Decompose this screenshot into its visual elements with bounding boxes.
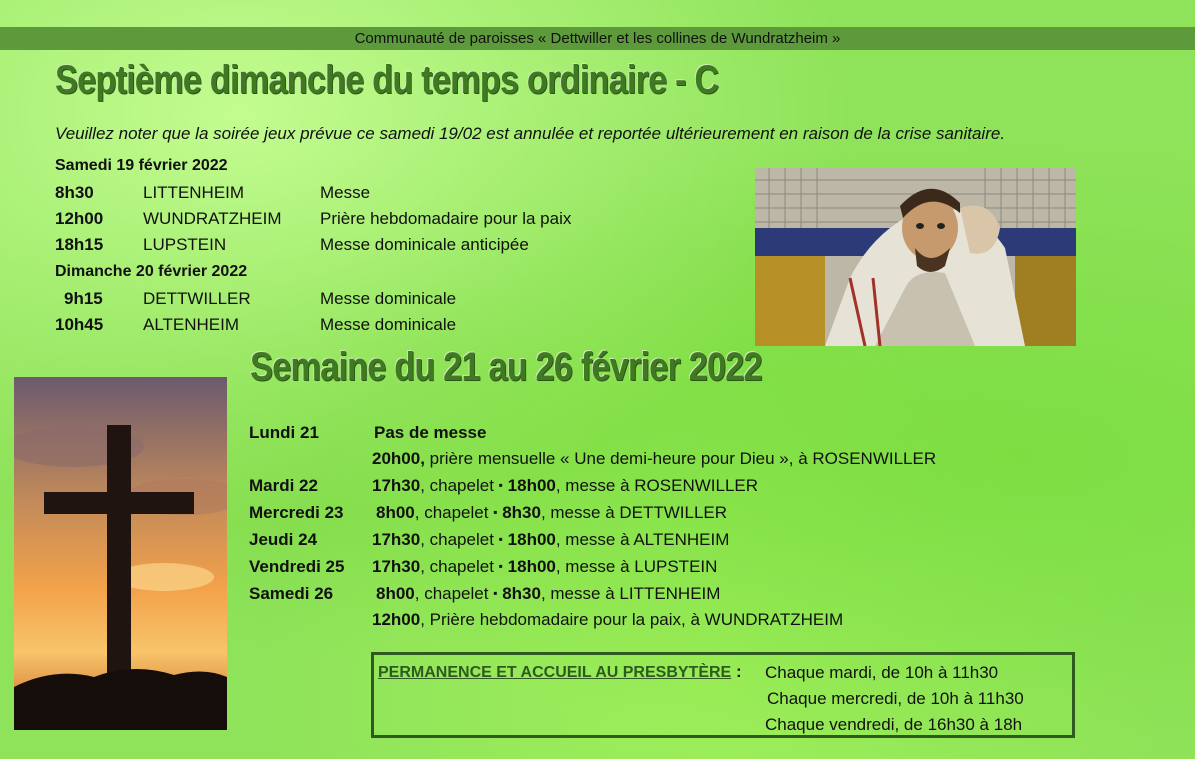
permanence-hours: Chaque mardi, de 10h à 11h30 [765, 663, 999, 682]
cross-sunset-image [14, 377, 227, 730]
week-entry [372, 557, 717, 577]
schedule-event: Messe dominicale anticipée [320, 235, 529, 254]
separator-icon: ▪ [498, 559, 503, 573]
entry-time: 8h00 [376, 503, 415, 522]
permanence-colon: : [731, 662, 742, 681]
schedule-time: 12h00 [55, 209, 104, 228]
schedule-event: Prière hebdomadaire pour la paix [320, 209, 572, 228]
schedule-place: DETTWILLER [143, 289, 251, 308]
week-day-label: Mercredi 23 [249, 503, 344, 522]
page-title: Septième dimanche du temps ordinaire - C [55, 58, 719, 102]
schedule-event: Messe [320, 183, 371, 202]
week-entry [372, 449, 936, 469]
entry-text: prière mensuelle « Une demi-heure pour Dieu », à ROSENWILLER [424, 449, 937, 468]
schedule-time: 18h15 [55, 235, 104, 254]
entry-text: , messe à LUPSTEIN [555, 557, 718, 576]
entry-text: , chapelet [414, 503, 494, 522]
separator-icon: ▪ [493, 505, 498, 519]
entry-text: , messe à LITTENHEIM [540, 584, 721, 603]
entry-text: , chapelet [420, 530, 499, 549]
entry-text: , messe à DETTWILLER [540, 503, 728, 522]
permanence-hours: Chaque vendredi, de 16h30 à 18h [765, 715, 1023, 734]
week-entry [372, 610, 843, 630]
entry-text: , messe à ROSENWILLER [555, 476, 759, 495]
entry-time: 18h00 [507, 476, 556, 495]
entry-text: , chapelet [414, 584, 494, 603]
week-entry [376, 584, 720, 604]
entry-time: 17h30 [372, 557, 421, 576]
week-entry [372, 476, 758, 496]
schedule-place: LUPSTEIN [143, 235, 227, 254]
week-entry [376, 503, 727, 523]
entry-time: 18h00 [507, 530, 556, 549]
week-day-label: Vendredi 25 [249, 557, 345, 576]
schedule-time: 8h30 [55, 183, 94, 202]
entry-time: 20h00, [372, 449, 425, 468]
permanence-hours: Chaque mercredi, de 10h à 11h30 [767, 689, 1024, 708]
saturday-heading: Samedi 19 février 2022 [55, 157, 228, 174]
schedule-time: 9h15 [64, 289, 103, 308]
separator-icon: ▪ [498, 478, 503, 492]
entry-time: 8h00 [376, 584, 415, 603]
week-day-label: Samedi 26 [249, 584, 334, 603]
permanence-title: PERMANENCE ET ACCUEIL AU PRESBYTÈRE [378, 664, 732, 681]
week-day-label: Jeudi 24 [249, 530, 318, 549]
week-title: Semaine du 21 au 26 février 2022 [250, 345, 762, 389]
cancellation-notice: Veuillez noter que la soirée jeux prévue ce samedi 19/02 est annulée et reportée ultérieurement en raison de la crise sanitaire. [55, 124, 1006, 143]
week-entry [372, 530, 729, 550]
schedule-event: Messe dominicale [320, 289, 457, 308]
parish-banner: Communauté de paroisses « Dettwiller et les collines de Wundratzheim » [0, 27, 1195, 50]
schedule-place: ALTENHEIM [143, 315, 240, 334]
separator-icon: ▪ [493, 586, 498, 600]
entry-text: , chapelet [420, 476, 499, 495]
schedule-place: WUNDRATZHEIM [143, 209, 282, 228]
week-entry: Pas de messe [374, 423, 487, 442]
schedule-place: LITTENHEIM [143, 183, 245, 202]
entry-text: , Prière hebdomadaire pour la paix, à WUNDRATZHEIM [420, 610, 844, 629]
week-day-label: Lundi 21 [249, 423, 319, 442]
entry-time: 8h30 [502, 503, 541, 522]
schedule-event: Messe dominicale [320, 315, 457, 334]
permanence-heading [378, 662, 742, 682]
entry-text: , chapelet [420, 557, 499, 576]
entry-time: 17h30 [372, 530, 421, 549]
entry-text: , messe à ALTENHEIM [555, 530, 730, 549]
entry-time: 8h30 [502, 584, 541, 603]
sunday-heading: Dimanche 20 février 2022 [55, 263, 248, 280]
entry-time: 17h30 [372, 476, 421, 495]
entry-time: 12h00 [372, 610, 421, 629]
mosaic-image [755, 168, 1076, 346]
separator-icon: ▪ [498, 532, 503, 546]
week-day-label: Mardi 22 [249, 476, 318, 495]
entry-time: 18h00 [507, 557, 556, 576]
schedule-time: 10h45 [55, 315, 104, 334]
